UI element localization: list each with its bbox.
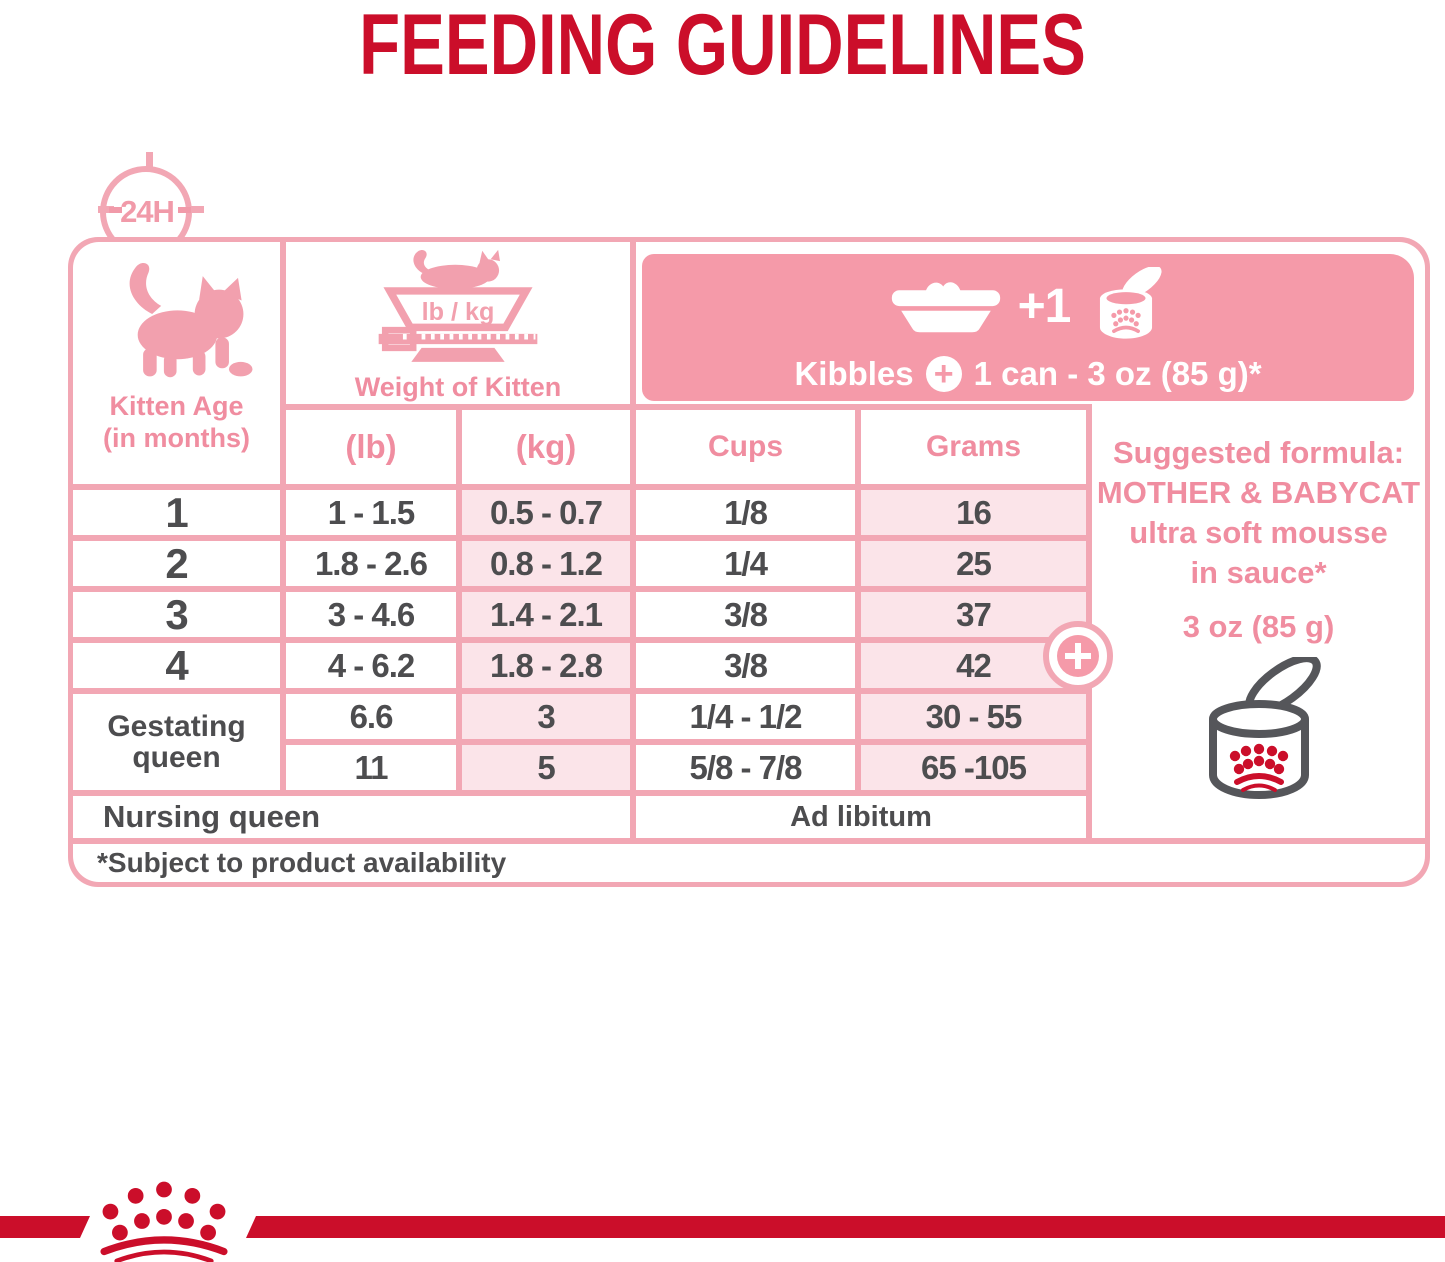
kibbles-label: Kibbles: [794, 354, 914, 392]
table-row-5-grams: 30 - 55: [861, 694, 1086, 739]
ad-libitum-cell: [636, 796, 1086, 838]
age-label-line2: (in months): [103, 423, 250, 453]
page-title: FEEDING GUIDELINES: [359, 0, 1086, 93]
table-row-3-cups: 3/8: [636, 592, 855, 637]
table-row-6-kg: 5: [462, 745, 630, 790]
suggested-formula-size: 3 oz (85 g): [1182, 609, 1335, 644]
suggested-formula-line1: Suggested formula:: [1112, 435, 1405, 470]
table-row-2-kg: 0.8 - 1.2: [462, 541, 630, 586]
table-row-3-grams: 37: [861, 592, 1086, 637]
ration-banner-text: [794, 355, 1261, 393]
table-row-4-grams: 42: [861, 643, 1086, 688]
table-row-4-cups: 3/8: [636, 643, 855, 688]
table-row-2-cups: 1/4: [636, 541, 855, 586]
brand-bar-right: [246, 1216, 1445, 1238]
ration-banner-backing: [636, 242, 1425, 404]
gestating-label-line1: Gestating: [107, 710, 246, 743]
ration-banner-icons: [890, 265, 1167, 349]
table-row-5-cups: 1/4 - 1/2: [636, 694, 855, 739]
age-label-line1: Kitten Age: [109, 391, 244, 421]
table-row-5-kg: 3: [462, 694, 630, 739]
royal-canin-crown-icon: [82, 1178, 246, 1262]
grams-header-cell: Grams: [861, 410, 1086, 484]
gestating-label-line2: queen: [132, 741, 221, 774]
table-row-6-cups: 5/8 - 7/8: [636, 745, 855, 790]
age-header-cell: [73, 242, 280, 484]
plus-icon: [1043, 621, 1113, 691]
feeding-table: [68, 237, 1430, 887]
table-row-6-grams: 65 -105: [861, 745, 1086, 790]
table-row-1-lb: 1 - 1.5: [286, 490, 456, 535]
kg-header-cell: (kg): [462, 410, 630, 484]
table-row-1-grams: 16: [861, 490, 1086, 535]
food-bowl-icon: [890, 278, 1002, 336]
nursing-queen-cell: [73, 796, 630, 838]
table-row-1-cups: 1/8: [636, 490, 855, 535]
lb-header-cell: (lb): [286, 410, 456, 484]
table-row-3-lb: 3 - 4.6: [286, 592, 456, 637]
plus-one-label: +1: [1017, 280, 1071, 333]
suggested-formula-line2: MOTHER & BABYCAT: [1096, 475, 1421, 510]
weight-column-label: Weight of Kitten: [354, 372, 562, 402]
24h-clock-icon: [100, 158, 194, 244]
table-row-2-grams: 25: [861, 541, 1086, 586]
plus-icon: +: [926, 356, 962, 392]
suggested-formula-panel: [1092, 401, 1425, 838]
ration-banner: [642, 254, 1414, 401]
scale-units-label: lb / kg: [421, 297, 495, 326]
table-row-5-lb: 6.6: [286, 694, 456, 739]
ad-libitum-label: Ad libitum: [790, 800, 932, 833]
suggested-formula-line3: ultra soft mousse: [1129, 515, 1388, 550]
age-column-label: [103, 390, 250, 454]
table-row-2-lb: 1.8 - 2.6: [286, 541, 456, 586]
cups-header-cell: Cups: [636, 410, 855, 484]
brand-bar-left: [0, 1216, 90, 1238]
nursing-queen-label: Nursing queen: [103, 799, 321, 834]
table-row-3-kg: 1.4 - 2.1: [462, 592, 630, 637]
wet-food-can-icon: [1193, 657, 1325, 807]
open-can-icon: [1086, 267, 1166, 347]
suggested-formula-line4: in sauce*: [1190, 555, 1327, 590]
footnote-cell: [73, 844, 1425, 882]
gestating-queen-cell: [73, 694, 280, 790]
table-row-3-age: 3: [73, 592, 280, 637]
table-row-1-kg: 0.5 - 0.7: [462, 490, 630, 535]
clock-24h-label: 24H: [120, 194, 174, 229]
ration-amount-label: 1 can - 3 oz (85 g)*: [973, 354, 1262, 392]
table-row-6-lb: 11: [286, 745, 456, 790]
plus-disc: [1057, 635, 1099, 677]
table-row-4-lb: 4 - 6.2: [286, 643, 456, 688]
table-row-4-kg: 1.8 - 2.8: [462, 643, 630, 688]
footnote-text: *Subject to product availability: [97, 847, 507, 878]
weight-scale-icon: [359, 248, 557, 374]
table-row-2-age: 2: [73, 541, 280, 586]
kitten-silhouette-icon: [97, 258, 257, 380]
table-row-4-age: 4: [73, 643, 280, 688]
table-row-1-age: 1: [73, 490, 280, 535]
weight-header-cell: [286, 242, 630, 404]
